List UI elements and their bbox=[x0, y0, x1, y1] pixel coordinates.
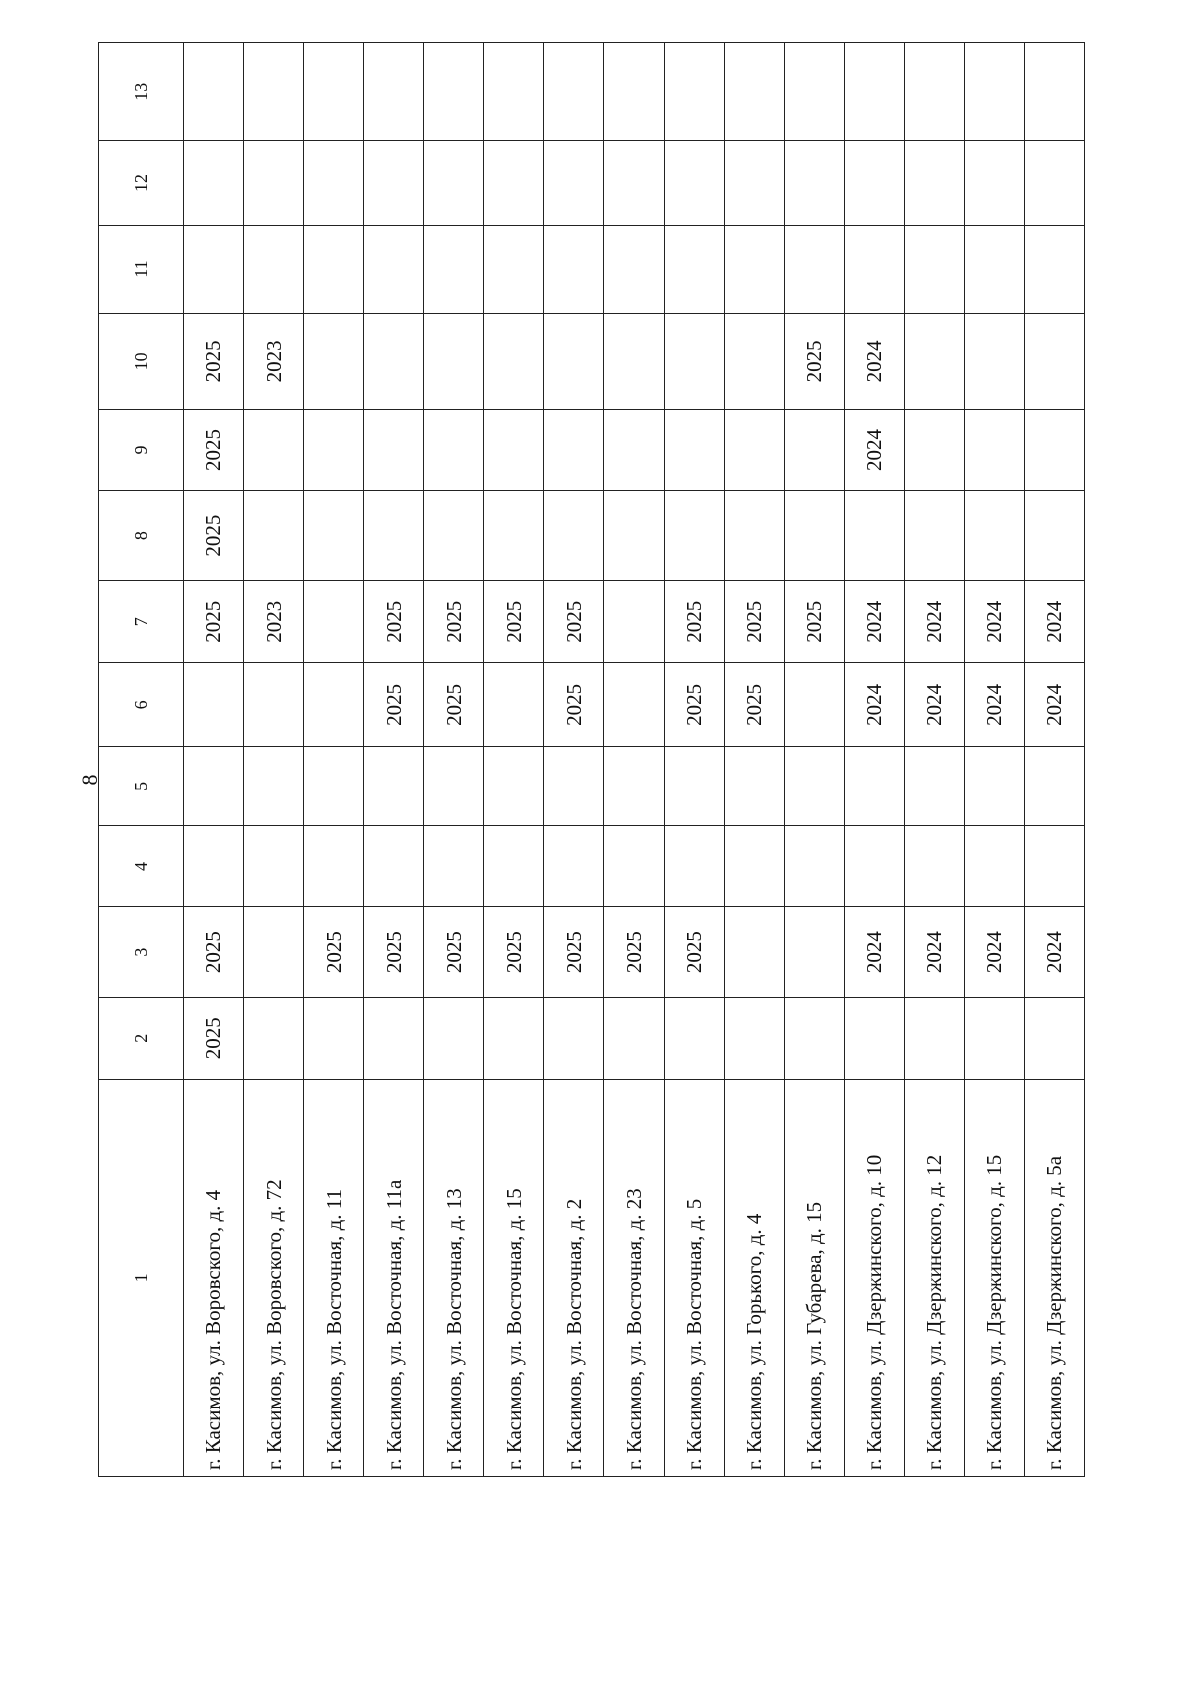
table-row bbox=[244, 43, 304, 1477]
year-cell bbox=[184, 826, 244, 907]
year-cell bbox=[484, 491, 544, 581]
year-cell bbox=[304, 581, 364, 663]
year-cell: 2024 bbox=[1024, 663, 1084, 747]
year-cell bbox=[484, 826, 544, 907]
year-cell bbox=[364, 225, 424, 313]
year-cell bbox=[364, 997, 424, 1079]
year-cell bbox=[844, 747, 904, 826]
year-cell: 2024 bbox=[844, 907, 904, 997]
year-cell: 2023 bbox=[244, 581, 304, 663]
address-cell: г. Касимов, ул. Дзержинского, д. 15 bbox=[964, 1079, 1024, 1476]
table-row bbox=[784, 43, 844, 1477]
year-cell bbox=[544, 747, 604, 826]
year-cell: 2025 bbox=[184, 491, 244, 581]
column-header: 10 bbox=[99, 313, 184, 409]
year-cell bbox=[844, 491, 904, 581]
year-cell bbox=[604, 313, 664, 409]
year-cell bbox=[424, 313, 484, 409]
year-cell bbox=[964, 225, 1024, 313]
year-cell bbox=[484, 43, 544, 141]
year-cell bbox=[724, 491, 784, 581]
year-cell bbox=[664, 826, 724, 907]
year-cell bbox=[424, 826, 484, 907]
year-cell bbox=[604, 581, 664, 663]
column-header: 11 bbox=[99, 225, 184, 313]
year-cell: 2025 bbox=[604, 907, 664, 997]
year-cell bbox=[724, 313, 784, 409]
rotated-table-wrapper bbox=[98, 42, 1085, 1477]
year-cell bbox=[364, 491, 424, 581]
year-cell bbox=[724, 225, 784, 313]
year-cell bbox=[964, 491, 1024, 581]
year-cell bbox=[724, 907, 784, 997]
year-cell bbox=[664, 409, 724, 490]
year-cell: 2025 bbox=[424, 907, 484, 997]
year-cell bbox=[304, 43, 364, 141]
year-cell bbox=[244, 907, 304, 997]
year-cell: 2025 bbox=[664, 663, 724, 747]
address-cell: г. Касимов, ул. Восточная, д. 15 bbox=[484, 1079, 544, 1476]
year-cell: 2025 bbox=[784, 313, 844, 409]
year-cell: 2025 bbox=[664, 581, 724, 663]
year-cell bbox=[424, 43, 484, 141]
year-cell bbox=[964, 997, 1024, 1079]
year-cell bbox=[1024, 43, 1084, 141]
year-cell bbox=[904, 313, 964, 409]
year-cell: 2024 bbox=[964, 581, 1024, 663]
year-cell bbox=[544, 43, 604, 141]
year-cell bbox=[964, 313, 1024, 409]
address-cell: г. Касимов, ул. Восточная, д. 2 bbox=[544, 1079, 604, 1476]
table-header-row bbox=[99, 43, 184, 1477]
year-cell bbox=[304, 663, 364, 747]
column-header: 6 bbox=[99, 663, 184, 747]
year-cell: 2025 bbox=[724, 581, 784, 663]
year-cell bbox=[904, 491, 964, 581]
year-cell bbox=[844, 43, 904, 141]
column-header: 7 bbox=[99, 581, 184, 663]
column-header: 8 bbox=[99, 491, 184, 581]
year-cell: 2025 bbox=[184, 997, 244, 1079]
year-cell: 2025 bbox=[784, 581, 844, 663]
year-cell bbox=[184, 43, 244, 141]
year-cell: 2024 bbox=[904, 663, 964, 747]
year-cell: 2025 bbox=[184, 313, 244, 409]
year-cell bbox=[304, 313, 364, 409]
year-cell bbox=[724, 43, 784, 141]
year-cell bbox=[1024, 491, 1084, 581]
year-cell: 2025 bbox=[544, 907, 604, 997]
year-cell bbox=[484, 141, 544, 225]
year-cell bbox=[904, 826, 964, 907]
year-cell bbox=[304, 409, 364, 490]
year-cell bbox=[784, 141, 844, 225]
year-cell: 2024 bbox=[1024, 907, 1084, 997]
year-cell bbox=[304, 141, 364, 225]
table-row bbox=[604, 43, 664, 1477]
year-cell: 2024 bbox=[844, 409, 904, 490]
year-cell: 2025 bbox=[364, 663, 424, 747]
year-cell bbox=[544, 491, 604, 581]
year-cell bbox=[604, 491, 664, 581]
year-cell bbox=[784, 409, 844, 490]
year-cell bbox=[244, 491, 304, 581]
year-cell bbox=[244, 409, 304, 490]
table-row bbox=[1024, 43, 1084, 1477]
year-cell bbox=[724, 997, 784, 1079]
year-cell: 2024 bbox=[844, 663, 904, 747]
year-cell bbox=[784, 997, 844, 1079]
year-cell bbox=[484, 313, 544, 409]
address-cell: г. Касимов, ул. Губарева, д. 15 bbox=[784, 1079, 844, 1476]
year-cell bbox=[604, 225, 664, 313]
address-cell: г. Касимов, ул. Восточная, д. 5 bbox=[664, 1079, 724, 1476]
address-cell: г. Касимов, ул. Дзержинского, д. 5а bbox=[1024, 1079, 1084, 1476]
year-cell bbox=[364, 43, 424, 141]
year-cell bbox=[544, 225, 604, 313]
column-header: 4 bbox=[99, 826, 184, 907]
year-cell: 2024 bbox=[964, 663, 1024, 747]
year-cell bbox=[364, 313, 424, 409]
table-row bbox=[964, 43, 1024, 1477]
year-cell bbox=[544, 313, 604, 409]
year-cell bbox=[364, 826, 424, 907]
table-row bbox=[484, 43, 544, 1477]
year-cell: 2025 bbox=[484, 907, 544, 997]
year-cell: 2025 bbox=[184, 581, 244, 663]
page-number: 8 bbox=[77, 774, 102, 786]
year-cell bbox=[484, 663, 544, 747]
table-row bbox=[184, 43, 244, 1477]
year-cell: 2024 bbox=[904, 581, 964, 663]
year-cell bbox=[424, 747, 484, 826]
year-cell bbox=[604, 997, 664, 1079]
year-cell bbox=[484, 225, 544, 313]
year-cell bbox=[724, 747, 784, 826]
table-row bbox=[424, 43, 484, 1477]
column-header: 13 bbox=[99, 43, 184, 141]
year-cell: 2025 bbox=[544, 581, 604, 663]
column-header: 2 bbox=[99, 997, 184, 1079]
year-cell bbox=[784, 225, 844, 313]
year-cell bbox=[304, 997, 364, 1079]
year-cell bbox=[484, 409, 544, 490]
year-cell bbox=[784, 907, 844, 997]
year-cell bbox=[184, 141, 244, 225]
year-cell: 2024 bbox=[904, 907, 964, 997]
year-cell bbox=[244, 225, 304, 313]
year-cell bbox=[244, 663, 304, 747]
year-cell bbox=[784, 43, 844, 141]
address-cell: г. Касимов, ул. Дзержинского, д. 10 bbox=[844, 1079, 904, 1476]
year-cell bbox=[664, 225, 724, 313]
address-cell: г. Касимов, ул. Воровского, д. 72 bbox=[244, 1079, 304, 1476]
year-cell bbox=[844, 141, 904, 225]
year-cell bbox=[964, 141, 1024, 225]
year-cell bbox=[184, 747, 244, 826]
year-cell bbox=[784, 491, 844, 581]
year-cell: 2025 bbox=[484, 581, 544, 663]
year-cell: 2025 bbox=[544, 663, 604, 747]
address-cell: г. Касимов, ул. Восточная, д. 11а bbox=[364, 1079, 424, 1476]
year-cell bbox=[1024, 997, 1084, 1079]
year-cell bbox=[1024, 313, 1084, 409]
year-cell bbox=[964, 747, 1024, 826]
table-row bbox=[904, 43, 964, 1477]
schedule-table bbox=[98, 42, 1085, 1477]
year-cell: 2025 bbox=[184, 907, 244, 997]
year-cell bbox=[724, 409, 784, 490]
year-cell bbox=[364, 409, 424, 490]
year-cell bbox=[724, 141, 784, 225]
column-header: 1 bbox=[99, 1079, 184, 1476]
year-cell bbox=[604, 409, 664, 490]
year-cell bbox=[244, 747, 304, 826]
address-cell: г. Касимов, ул. Восточная, д. 11 bbox=[304, 1079, 364, 1476]
year-cell: 2024 bbox=[844, 581, 904, 663]
year-cell bbox=[304, 225, 364, 313]
year-cell bbox=[304, 826, 364, 907]
year-cell bbox=[424, 997, 484, 1079]
year-cell: 2024 bbox=[964, 907, 1024, 997]
year-cell bbox=[304, 747, 364, 826]
year-cell: 2024 bbox=[844, 313, 904, 409]
year-cell: 2025 bbox=[184, 409, 244, 490]
table-row bbox=[664, 43, 724, 1477]
year-cell bbox=[784, 663, 844, 747]
column-header: 12 bbox=[99, 141, 184, 225]
year-cell bbox=[904, 747, 964, 826]
year-cell bbox=[964, 43, 1024, 141]
year-cell bbox=[424, 491, 484, 581]
year-cell bbox=[484, 997, 544, 1079]
year-cell bbox=[664, 141, 724, 225]
column-header: 3 bbox=[99, 907, 184, 997]
year-cell: 2025 bbox=[424, 663, 484, 747]
year-cell bbox=[904, 409, 964, 490]
year-cell bbox=[184, 225, 244, 313]
table-row bbox=[544, 43, 604, 1477]
year-cell bbox=[244, 141, 304, 225]
column-header: 5 bbox=[99, 747, 184, 826]
year-cell bbox=[844, 826, 904, 907]
table-row bbox=[304, 43, 364, 1477]
year-cell bbox=[1024, 141, 1084, 225]
year-cell bbox=[904, 225, 964, 313]
year-cell bbox=[604, 826, 664, 907]
address-cell: г. Касимов, ул. Восточная, д. 23 bbox=[604, 1079, 664, 1476]
year-cell bbox=[844, 225, 904, 313]
year-cell bbox=[424, 225, 484, 313]
year-cell bbox=[364, 747, 424, 826]
year-cell bbox=[664, 313, 724, 409]
year-cell bbox=[724, 826, 784, 907]
year-cell bbox=[184, 663, 244, 747]
address-cell: г. Касимов, ул. Восточная, д. 13 bbox=[424, 1079, 484, 1476]
address-cell: г. Касимов, ул. Воровского, д. 4 bbox=[184, 1079, 244, 1476]
year-cell: 2025 bbox=[304, 907, 364, 997]
year-cell bbox=[244, 43, 304, 141]
year-cell bbox=[244, 826, 304, 907]
year-cell bbox=[544, 826, 604, 907]
year-cell bbox=[904, 43, 964, 141]
year-cell bbox=[784, 826, 844, 907]
year-cell bbox=[664, 997, 724, 1079]
year-cell bbox=[664, 747, 724, 826]
year-cell: 2025 bbox=[364, 907, 424, 997]
year-cell bbox=[1024, 409, 1084, 490]
year-cell bbox=[964, 826, 1024, 907]
year-cell bbox=[244, 997, 304, 1079]
year-cell bbox=[964, 409, 1024, 490]
year-cell bbox=[484, 747, 544, 826]
year-cell bbox=[664, 43, 724, 141]
year-cell bbox=[784, 747, 844, 826]
year-cell: 2025 bbox=[364, 581, 424, 663]
year-cell bbox=[424, 141, 484, 225]
year-cell bbox=[604, 747, 664, 826]
year-cell bbox=[1024, 826, 1084, 907]
year-cell bbox=[904, 997, 964, 1079]
year-cell bbox=[544, 141, 604, 225]
year-cell: 2023 bbox=[244, 313, 304, 409]
year-cell bbox=[604, 141, 664, 225]
year-cell: 2025 bbox=[664, 907, 724, 997]
year-cell bbox=[604, 663, 664, 747]
year-cell bbox=[304, 491, 364, 581]
year-cell: 2025 bbox=[724, 663, 784, 747]
table-row bbox=[364, 43, 424, 1477]
year-cell bbox=[544, 997, 604, 1079]
year-cell: 2025 bbox=[424, 581, 484, 663]
year-cell bbox=[904, 141, 964, 225]
table-row bbox=[724, 43, 784, 1477]
table-row bbox=[844, 43, 904, 1477]
year-cell bbox=[424, 409, 484, 490]
year-cell: 2024 bbox=[1024, 581, 1084, 663]
year-cell bbox=[544, 409, 604, 490]
year-cell bbox=[1024, 747, 1084, 826]
year-cell bbox=[364, 141, 424, 225]
year-cell bbox=[604, 43, 664, 141]
column-header: 9 bbox=[99, 409, 184, 490]
year-cell bbox=[664, 491, 724, 581]
address-cell: г. Касимов, ул. Дзержинского, д. 12 bbox=[904, 1079, 964, 1476]
year-cell bbox=[844, 997, 904, 1079]
year-cell bbox=[1024, 225, 1084, 313]
address-cell: г. Касимов, ул. Горького, д. 4 bbox=[724, 1079, 784, 1476]
